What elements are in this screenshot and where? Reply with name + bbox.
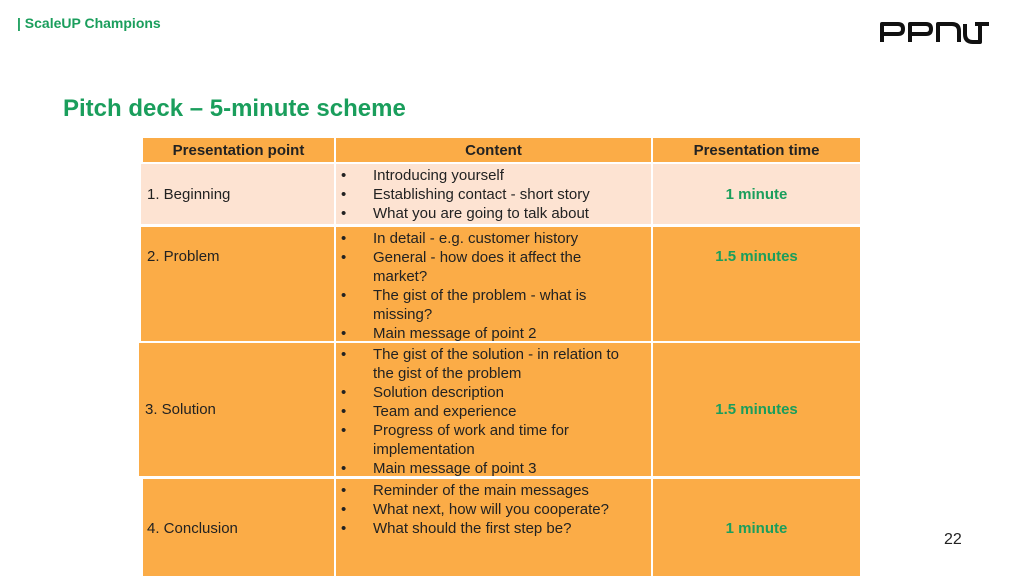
list-item: • The gist of the solution - in relation to the gist of the problem: [336, 345, 635, 383]
row-solution-point: 3. Solution: [139, 343, 334, 476]
row-solution-content: [336, 343, 651, 476]
list-item: • In detail - e.g. customer history: [336, 229, 636, 248]
list-item: • Introducing yourself: [336, 166, 651, 185]
header-content: Content: [336, 138, 651, 162]
row-beginning-point: 1. Beginning: [141, 164, 334, 224]
page-title: Pitch deck – 5-minute scheme: [63, 95, 406, 122]
row-problem-content: [336, 227, 651, 341]
header-presentation-point: Presentation point: [143, 138, 334, 162]
page-number: 22: [944, 531, 962, 548]
row-problem-point: 2. Problem: [141, 227, 334, 341]
row-conclusion-point: 4. Conclusion: [143, 479, 334, 576]
list-item: • Team and experience: [336, 402, 651, 421]
list-item: • The gist of the problem - what is missing?: [336, 286, 595, 324]
list-item: • Establishing contact - short story: [336, 185, 651, 204]
row-conclusion-content: [336, 479, 651, 576]
list-item: • What you are going to talk about: [336, 204, 651, 223]
row-solution-time: 1.5 minutes: [653, 343, 860, 476]
ppnt-logo: [879, 20, 991, 44]
list-item: • Progress of work and time for implementation: [336, 421, 595, 459]
list-item: • General - how does it affect the market?: [336, 248, 595, 286]
list-item: • What next, how will you cooperate?: [336, 500, 651, 519]
list-item: • Main message of point 2: [336, 324, 636, 343]
list-item: • Reminder of the main messages: [336, 481, 651, 500]
row-beginning-content: [336, 164, 651, 224]
row-conclusion-time: 1 minute: [653, 479, 860, 576]
list-item: • Solution description: [336, 383, 651, 402]
brand-label: | ScaleUP Champions: [17, 15, 161, 31]
list-item: • Main message of point 3: [336, 459, 651, 478]
header-presentation-time: Presentation time: [653, 138, 860, 162]
list-item: • What should the first step be?: [336, 519, 651, 538]
row-beginning-time: 1 minute: [653, 164, 860, 224]
row-problem-time: 1.5 minutes: [653, 227, 860, 341]
